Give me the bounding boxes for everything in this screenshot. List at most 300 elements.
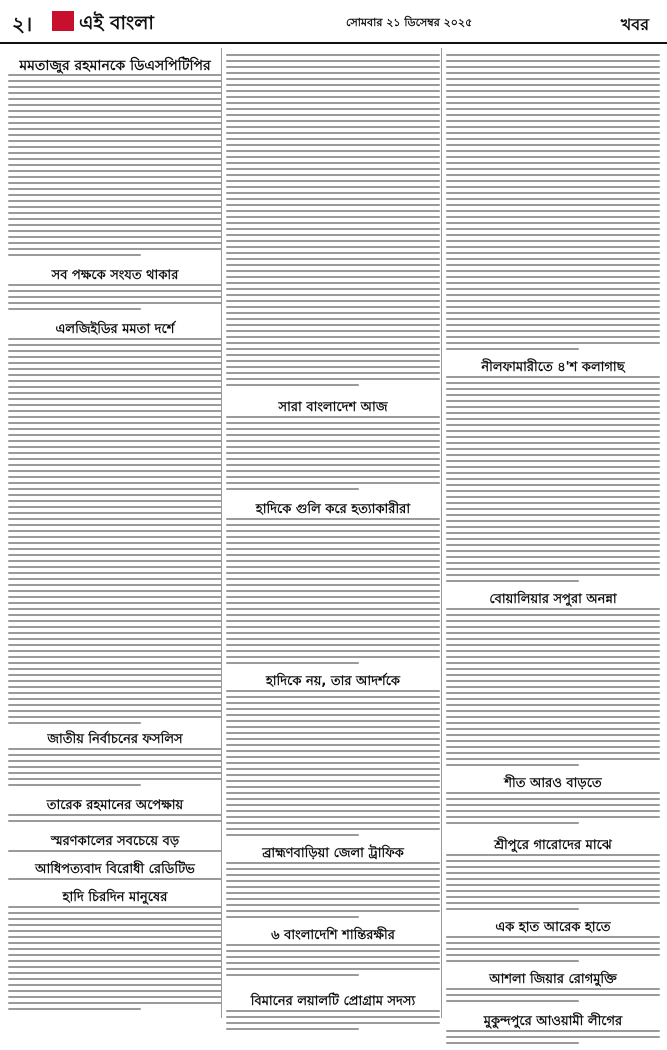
text-line	[8, 626, 222, 628]
text-line	[8, 104, 222, 106]
text-line	[226, 904, 440, 906]
text-line	[8, 518, 222, 520]
article-body	[8, 814, 222, 830]
text-line	[8, 936, 222, 938]
text-line	[446, 508, 660, 510]
text-line	[226, 774, 440, 776]
text-line	[226, 608, 440, 610]
text-line	[446, 680, 660, 682]
text-line	[8, 674, 222, 676]
text-line	[8, 296, 222, 298]
article-body	[226, 518, 440, 668]
text-line	[8, 930, 222, 932]
text-line	[8, 524, 222, 526]
text-line	[446, 342, 660, 344]
text-line	[8, 608, 222, 610]
text-line	[8, 632, 222, 634]
text-line	[446, 908, 579, 910]
text-line	[226, 662, 359, 664]
text-line	[446, 804, 660, 806]
text-line	[446, 550, 660, 552]
headline[interactable]: বিমানের লয়ালটি প্রোগ্রাম সদস্য	[250, 994, 416, 1009]
text-line	[226, 868, 440, 870]
text-line	[226, 482, 440, 484]
article-body	[8, 338, 222, 728]
headline[interactable]: এক হাত আরেক হাতে	[495, 920, 611, 935]
text-line	[226, 910, 440, 912]
text-line	[8, 254, 141, 256]
text-line	[8, 242, 222, 244]
text-line	[446, 948, 660, 950]
text-line	[8, 620, 222, 622]
text-line	[446, 988, 660, 990]
text-line	[8, 344, 222, 346]
article-body	[8, 74, 222, 264]
text-line	[446, 994, 660, 996]
text-line	[446, 526, 660, 528]
text-line	[446, 228, 660, 230]
text-line	[8, 778, 222, 780]
headline[interactable]: হাদিকে গুলি করে হত্যাকারীরা	[255, 502, 411, 517]
text-line	[226, 944, 440, 946]
text-line	[446, 902, 660, 904]
text-line	[8, 146, 222, 148]
text-line	[226, 644, 440, 646]
text-line	[446, 472, 660, 474]
text-line	[446, 400, 660, 402]
text-line	[446, 792, 660, 794]
text-line	[226, 1010, 440, 1012]
text-line	[446, 294, 660, 296]
text-line	[226, 810, 440, 812]
text-line	[8, 74, 222, 76]
text-line	[8, 164, 222, 166]
text-line	[226, 602, 440, 604]
text-line	[226, 738, 440, 740]
text-line	[226, 198, 440, 200]
text-line	[226, 650, 440, 652]
article-body	[226, 690, 440, 840]
headline[interactable]: জাতীয় নির্বাচনের ফসলিস	[47, 732, 183, 747]
text-line	[8, 554, 222, 556]
text-line	[446, 168, 660, 170]
article-body	[226, 862, 440, 922]
text-line	[446, 460, 660, 462]
text-line	[446, 816, 660, 818]
text-line	[446, 282, 660, 284]
text-line	[226, 626, 440, 628]
text-line	[226, 590, 440, 592]
text-line	[8, 596, 222, 598]
text-line	[446, 810, 660, 812]
text-line	[226, 156, 440, 158]
text-line	[446, 382, 660, 384]
text-line	[226, 756, 440, 758]
text-line	[446, 300, 660, 302]
column-2	[226, 48, 440, 1018]
article-body	[446, 54, 660, 354]
text-line	[446, 270, 660, 272]
article-body	[446, 936, 660, 966]
text-line	[446, 878, 660, 880]
headline[interactable]: স্মরণকালের সবচেয়ে বড়	[50, 834, 180, 849]
headline[interactable]: আশলা জিয়ার রোগমুক্তি	[489, 972, 617, 987]
text-line	[8, 350, 222, 352]
text-line	[446, 538, 660, 540]
text-line	[8, 878, 222, 880]
text-line	[226, 578, 440, 580]
text-line	[446, 84, 660, 86]
article-body	[226, 944, 440, 984]
text-line	[226, 950, 440, 952]
text-line	[446, 108, 660, 110]
text-line	[8, 206, 222, 208]
article-body	[446, 1030, 660, 1050]
text-line	[226, 488, 359, 490]
article-body	[8, 748, 222, 794]
text-line	[446, 54, 660, 56]
text-line	[8, 158, 222, 160]
text-line	[226, 216, 440, 218]
article-body	[446, 608, 660, 770]
text-line	[226, 470, 440, 472]
svg-text:এই বাংলা: এই বাংলা	[79, 12, 154, 34]
text-line	[226, 138, 440, 140]
text-line	[226, 566, 440, 568]
article-body	[446, 854, 660, 914]
text-line	[226, 596, 440, 598]
text-line	[226, 554, 440, 556]
text-line	[226, 150, 440, 152]
section-label: খবর	[620, 15, 649, 34]
text-line	[446, 740, 660, 742]
text-line	[446, 1000, 579, 1002]
text-line	[446, 336, 660, 338]
text-line	[446, 822, 579, 824]
text-line	[226, 210, 440, 212]
text-line	[8, 386, 222, 388]
text-line	[8, 170, 222, 172]
text-line	[446, 632, 660, 634]
text-line	[446, 674, 660, 676]
text-line	[226, 1016, 440, 1018]
text-line	[226, 720, 440, 722]
text-line	[446, 174, 660, 176]
text-line	[226, 536, 440, 538]
article-body	[8, 906, 222, 1016]
text-line	[226, 54, 440, 56]
text-line	[226, 288, 440, 290]
text-line	[8, 338, 222, 340]
text-line	[8, 754, 222, 756]
text-line	[226, 204, 440, 206]
text-line	[226, 78, 440, 80]
text-line	[226, 372, 440, 374]
text-line	[226, 234, 440, 236]
headline[interactable]: ৬ বাংলাদেশি শান্তিরক্ষীর	[271, 928, 395, 943]
text-line	[226, 696, 440, 698]
headline[interactable]: হাদি চিরদিন মানুষের	[62, 890, 168, 905]
text-line	[446, 78, 660, 80]
text-line	[226, 180, 440, 182]
text-line	[446, 1042, 579, 1044]
text-line	[226, 434, 440, 436]
headline[interactable]: এলজিইডির মমতা দর্শে	[55, 322, 175, 337]
text-line	[446, 532, 660, 534]
text-line	[446, 496, 660, 498]
text-line	[226, 792, 440, 794]
text-line	[8, 662, 222, 664]
text-line	[226, 732, 440, 734]
text-line	[446, 72, 660, 74]
text-line	[226, 102, 440, 104]
article-body	[8, 878, 222, 886]
text-line	[226, 768, 440, 770]
column-3	[446, 48, 660, 1029]
text-line	[226, 378, 440, 380]
text-line	[8, 128, 222, 130]
text-line	[226, 762, 440, 764]
text-line	[226, 822, 440, 824]
masthead	[0, 0, 667, 44]
text-line	[8, 284, 222, 286]
headline[interactable]: বোয়ালিয়ার সপুরা অনন্না	[489, 592, 617, 607]
text-line	[8, 482, 222, 484]
text-line	[8, 996, 222, 998]
text-line	[226, 330, 440, 332]
text-line	[226, 862, 440, 864]
text-line	[446, 854, 660, 856]
text-line	[8, 464, 222, 466]
text-line	[446, 252, 660, 254]
text-line	[8, 116, 222, 118]
text-line	[8, 584, 222, 586]
text-line	[8, 760, 222, 762]
headline[interactable]: শীত আরও বাড়তে	[504, 776, 602, 791]
text-line	[226, 690, 440, 692]
text-line	[446, 544, 660, 546]
text-line	[226, 886, 440, 888]
text-line	[446, 798, 660, 800]
article-body	[446, 792, 660, 832]
text-line	[226, 584, 440, 586]
article-body	[8, 850, 222, 858]
text-line	[446, 324, 660, 326]
text-line	[226, 348, 440, 350]
text-line	[8, 716, 222, 718]
text-line	[226, 968, 440, 970]
headline[interactable]: সব পক্ষকে সংযত থাকার	[51, 268, 179, 283]
text-line	[226, 66, 440, 68]
text-line	[226, 108, 440, 110]
text-line	[226, 956, 440, 958]
text-line	[226, 114, 440, 116]
column-divider	[441, 48, 442, 1018]
text-line	[446, 866, 660, 868]
text-line	[8, 820, 222, 822]
text-line	[446, 138, 660, 140]
headline[interactable]: তারেক রহমানের অপেক্ষায়	[46, 798, 184, 813]
text-line	[8, 942, 222, 944]
text-line	[8, 784, 141, 786]
text-line	[446, 318, 660, 320]
article-body	[226, 1010, 440, 1038]
text-line	[8, 978, 222, 980]
text-line	[8, 984, 222, 986]
headline[interactable]: আধিপত্যবাদ বিরোধী রেডিটিভ	[35, 862, 195, 877]
text-line	[8, 644, 222, 646]
text-line	[446, 574, 660, 576]
text-line	[8, 236, 222, 238]
text-line	[8, 536, 222, 538]
text-line	[226, 708, 440, 710]
text-line	[8, 368, 222, 370]
masthead-rule	[0, 42, 667, 44]
text-line	[446, 388, 660, 390]
text-line	[8, 602, 222, 604]
text-line	[8, 428, 222, 430]
text-line	[226, 530, 440, 532]
text-line	[8, 488, 222, 490]
text-line	[446, 222, 660, 224]
text-line	[226, 72, 440, 74]
article-body	[8, 284, 222, 318]
text-line	[446, 764, 579, 766]
text-line	[446, 650, 660, 652]
text-line	[226, 120, 440, 122]
headline[interactable]: হাদিকে নয়, তার আদর্শকে	[265, 674, 401, 689]
text-line	[8, 404, 222, 406]
text-line	[446, 156, 660, 158]
text-line	[446, 312, 660, 314]
text-line	[446, 442, 660, 444]
text-line	[446, 424, 660, 426]
text-line	[8, 440, 222, 442]
text-line	[446, 620, 660, 622]
text-line	[446, 872, 660, 874]
text-line	[226, 560, 440, 562]
text-line	[446, 412, 660, 414]
text-line	[446, 638, 660, 640]
text-line	[8, 434, 222, 436]
text-line	[8, 134, 222, 136]
text-line	[226, 476, 440, 478]
text-line	[446, 626, 660, 628]
headline[interactable]: ব্রাহ্মণবাড়িয়া জেলা ট্রাফিক	[262, 846, 404, 861]
column-1	[8, 48, 222, 1018]
text-line	[446, 120, 660, 122]
text-line	[8, 308, 141, 310]
text-line	[8, 218, 222, 220]
text-line	[446, 478, 660, 480]
text-line	[226, 656, 440, 658]
text-line	[8, 290, 222, 292]
text-line	[226, 318, 440, 320]
text-line	[8, 566, 222, 568]
text-line	[8, 954, 222, 956]
text-line	[8, 92, 222, 94]
text-line	[446, 258, 660, 260]
text-line	[8, 1008, 141, 1010]
text-line	[226, 892, 440, 894]
text-line	[226, 750, 440, 752]
text-line	[446, 430, 660, 432]
text-line	[8, 918, 222, 920]
text-line	[446, 448, 660, 450]
text-line	[226, 354, 440, 356]
text-line	[8, 814, 222, 816]
text-line	[446, 234, 660, 236]
headline[interactable]: সারা বাংলাদেশ আজ	[278, 400, 388, 415]
text-line	[226, 264, 440, 266]
text-line	[226, 282, 440, 284]
text-line	[446, 96, 660, 98]
text-line	[446, 186, 660, 188]
headline[interactable]: মুকুন্দপুরে আওয়ামী লীগের	[483, 1014, 623, 1029]
text-line	[446, 102, 660, 104]
text-line	[8, 572, 222, 574]
text-line	[226, 1028, 359, 1030]
text-line	[446, 90, 660, 92]
text-line	[446, 436, 660, 438]
text-line	[226, 880, 440, 882]
text-line	[8, 686, 222, 688]
text-line	[8, 906, 222, 908]
text-line	[226, 786, 440, 788]
text-line	[8, 500, 222, 502]
text-line	[8, 960, 222, 962]
text-line	[446, 150, 660, 152]
headline[interactable]: নীলফামারীতে ৪'শ কলাগাছ	[481, 360, 625, 375]
text-line	[226, 186, 440, 188]
text-line	[226, 620, 440, 622]
headline[interactable]: মমতাজুর রহমানকে ডিএসপিটিপির	[19, 58, 211, 74]
text-line	[8, 176, 222, 178]
text-line	[226, 294, 440, 296]
text-line	[226, 324, 440, 326]
text-line	[446, 60, 660, 62]
text-line	[226, 336, 440, 338]
text-line	[226, 416, 440, 418]
text-line	[226, 828, 440, 830]
text-line	[226, 360, 440, 362]
text-line	[226, 90, 440, 92]
text-line	[446, 758, 660, 760]
text-line	[8, 248, 222, 250]
headline[interactable]: শ্রীপুরে গারোদের মাঝে	[494, 838, 612, 853]
text-line	[446, 608, 660, 610]
text-line	[8, 710, 222, 712]
text-line	[226, 974, 359, 976]
text-line	[226, 702, 440, 704]
text-line	[8, 590, 222, 592]
text-line	[446, 514, 660, 516]
text-line	[8, 302, 222, 304]
text-line	[446, 454, 660, 456]
text-line	[226, 744, 440, 746]
text-line	[226, 714, 440, 716]
text-line	[446, 568, 660, 570]
text-line	[8, 512, 222, 514]
text-line	[226, 276, 440, 278]
text-line	[226, 270, 440, 272]
text-line	[226, 192, 440, 194]
text-line	[446, 520, 660, 522]
text-line	[8, 972, 222, 974]
text-line	[226, 144, 440, 146]
text-line	[8, 86, 222, 88]
text-line	[446, 1036, 660, 1038]
